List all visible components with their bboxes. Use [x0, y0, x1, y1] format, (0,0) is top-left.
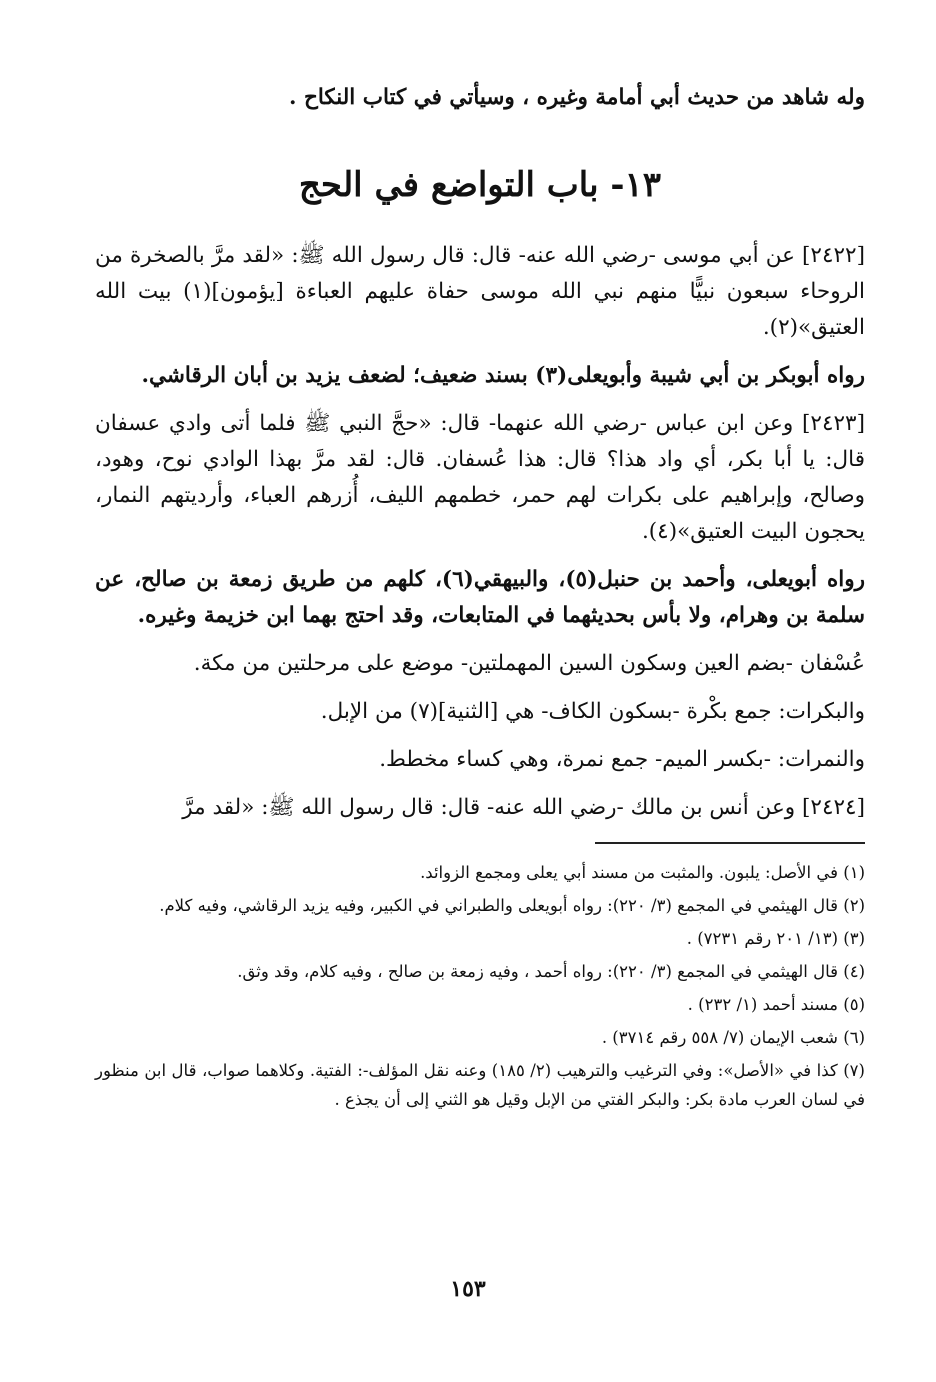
hadith-2424-block: [95, 790, 865, 826]
hadith-2423-block: [95, 406, 865, 550]
hadith-2422-text: [٢٤٢٢] عن أبي موسى -رضي الله عنه- قال: قال رسول الله ﷺ: «لقد مرَّ بالصخرة من الروحاء سبعون نبيًّا منهم نبي الله موسى حفاة عليهم العباءة [يؤمون](١) بيت الله العتيق»(٢).: [95, 243, 865, 340]
footnote-3: (٣) (١٣/ ٢٠١ رقم ٧٢٣١) .: [686, 929, 865, 948]
note-2422-block: [95, 358, 865, 394]
hadith-2422-block: [95, 238, 865, 346]
hadith-2424-text: [٢٤٢٤] وعن أنس بن مالك -رضي الله عنه- قال: قال رسول الله ﷺ: «لقد مرَّ: [182, 795, 865, 820]
gloss-usfan-block: [95, 646, 865, 682]
hadith-2422-takhrij: رواه أبوبكر بن أبي شيبة وأبويعلى(٣) بسند ضعيف؛ لضعف يزيد بن أبان الرقاشي.: [141, 363, 865, 388]
intro-line: وله شاهد من حديث أبي أمامة وغيره ، وسيأتي في كتاب النكاح .: [288, 85, 865, 110]
footnote-2: (٢) قال الهيثمي في المجمع (٣/ ٢٢٠): رواه أبويعلى والطبراني في الكبير، وفيه يزيد الرقاشي، وفيه كلام.: [159, 896, 865, 915]
note-2423-block: [95, 562, 865, 634]
footnote-4: (٤) قال الهيثمي في المجمع (٣/ ٢٢٠): رواه أحمد ، وفيه زمعة بن صالح ، وفيه كلام، وقد وثق.: [237, 962, 865, 981]
gloss-usfan: عُسْفان -بضم العين وسكون السين المهملتين- موضع على مرحلتين من مكة.: [193, 651, 865, 676]
footnote-1: (١) في الأصل: يلبون. والمثبت من مسند أبي يعلى ومجمع الزوائد.: [420, 863, 865, 882]
chapter-heading: ١٣- باب التواضع في الحج: [298, 165, 662, 205]
footnote-6: (٦) شعب الإيمان (٧/ ٥٥٨ رقم ٣٧١٤) .: [601, 1028, 865, 1047]
gloss-bakarat: والبكرات: جمع بكْرة -بسكون الكاف- هي [الثنية](٧) من الإبل.: [320, 699, 865, 724]
page-number: ١٥٣: [450, 1276, 486, 1302]
gloss-numrat: والنمرات: -بكسر الميم- جمع نمرة، وهي كساء مخطط.: [379, 747, 865, 772]
gloss-bakarat-block: [95, 694, 865, 730]
footnote-7: (٧) كذا في «الأصل»: وفي الترغيب والترهيب (٢/ ١٨٥) وعنه نقل المؤلف-: الفتية. وكلاهما صواب، قال ابن منظور في لسان العرب مادة بكر: والبكر الفتي من الإبل وقيل هو الثني إلى أن يجذع .: [95, 1061, 865, 1109]
gloss-numrat-block: [95, 742, 865, 778]
hadith-2423-takhrij: رواه أبويعلى، وأحمد بن حنبل(٥)، والبيهقي(٦)، كلهم من طريق زمعة بن صالح، عن سلمة بن وهرام، ولا بأس بحديثهما في المتابعات، وقد احتج بهما ابن خزيمة وغيره.: [95, 567, 866, 628]
footnotes: [95, 858, 865, 1114]
hadith-2423-text: [٢٤٢٣] وعن ابن عباس -رضي الله عنهما- قال: «حجَّ النبي ﷺ فلما أتى وادي عسفان قال: يا أبا بكر، أي واد هذا؟ قال: هذا عُسفان. قال: لقد مرَّ بهذا الوادي نوح، وهود، وصالح، وإبراهيم على بكرات لهم حمر، خطمهم الليف، أُزرهم العباء، وأرديتهم النمار، يحجون البيت العتيق»(٤).: [95, 411, 865, 544]
footnote-5: (٥) مسند أحمد (١/ ٢٣٢) .: [687, 995, 865, 1014]
page-body: [95, 80, 865, 1118]
footnote-divider: [595, 842, 865, 844]
